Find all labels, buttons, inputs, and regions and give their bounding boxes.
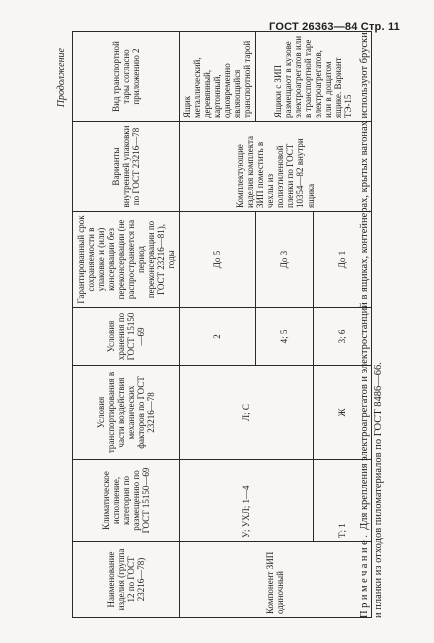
storage-cell: 4; 5 xyxy=(255,308,313,366)
shelf-life-cell: До 5 xyxy=(180,212,256,308)
packaging-table xyxy=(72,31,372,618)
continuation-label: Продолжение xyxy=(56,48,67,108)
table-row xyxy=(180,32,256,618)
table-note xyxy=(358,32,386,618)
container-cell: Ящик металлический, деревянный, картонный, одновременно являющийся транспортной тарой xyxy=(180,32,256,122)
col-header-transport: Условия транспортирования в части воздействия механических факторов по ГОСТ 23216—78 xyxy=(73,366,180,460)
climate-cell: У; УХЛ; 1—4 xyxy=(180,460,314,542)
container-cell: Ящики с ЗИП размещают в кузове электроагрегатов или в транспортной таре электроагрегатов, или в дощатом ящике. Вариант ТЭ-15 xyxy=(255,32,371,122)
col-header-container: Вид транспортной тары согласно приложению 2 xyxy=(73,32,180,122)
packaging-cell: Комплектующие изделия комплекта ЗИП поместить в чехлы из полиэтиленовой пленки по ГОСТ 10354—82 внутри ящика xyxy=(180,122,372,212)
transport-cell: Ж xyxy=(313,366,371,460)
col-header-packaging: Варианты внутренней упаковки по ГОСТ 23216—78 xyxy=(73,122,180,212)
note-text: Для крепления электроагрегатов и электростанций в ящиках, контейнерах, крытых вагонах используют бруски и планки из отходов пиломатериалов по ГОСТ 8486—66. xyxy=(359,32,384,618)
storage-cell: 2 xyxy=(180,308,256,366)
shelf-life-cell: До 1 xyxy=(313,212,371,308)
note-label: Примечание. xyxy=(359,532,370,618)
col-header-shelf-life: Гарантированный срок сохраняемости в упаковке и (или) консервации без переконсервации (не распространяется на период переконсервации по ГОСТ 23216—81), годы xyxy=(73,212,180,308)
col-header-climate: Климатическое исполнение, категория по размещению по ГОСТ 15150—69 xyxy=(73,460,180,542)
product-cell: Компонент ЗИП одиночный xyxy=(180,542,372,618)
col-header-storage: Условия хранения по ГОСТ 15150—69 xyxy=(73,308,180,366)
shelf-life-cell: До 3 xyxy=(255,212,313,308)
storage-cell: 3; 6 xyxy=(313,308,371,366)
climate-cell: Т; 1 xyxy=(313,460,371,542)
col-header-product: Наименование изделия (группа 12 по ГОСТ 23216—78) xyxy=(73,542,180,618)
transport-cell: Л; С xyxy=(180,366,314,460)
table-header-row xyxy=(73,32,180,618)
rotated-page-content xyxy=(54,32,414,618)
page-header: ГОСТ 26363—84 Стр. 11 xyxy=(269,21,400,33)
